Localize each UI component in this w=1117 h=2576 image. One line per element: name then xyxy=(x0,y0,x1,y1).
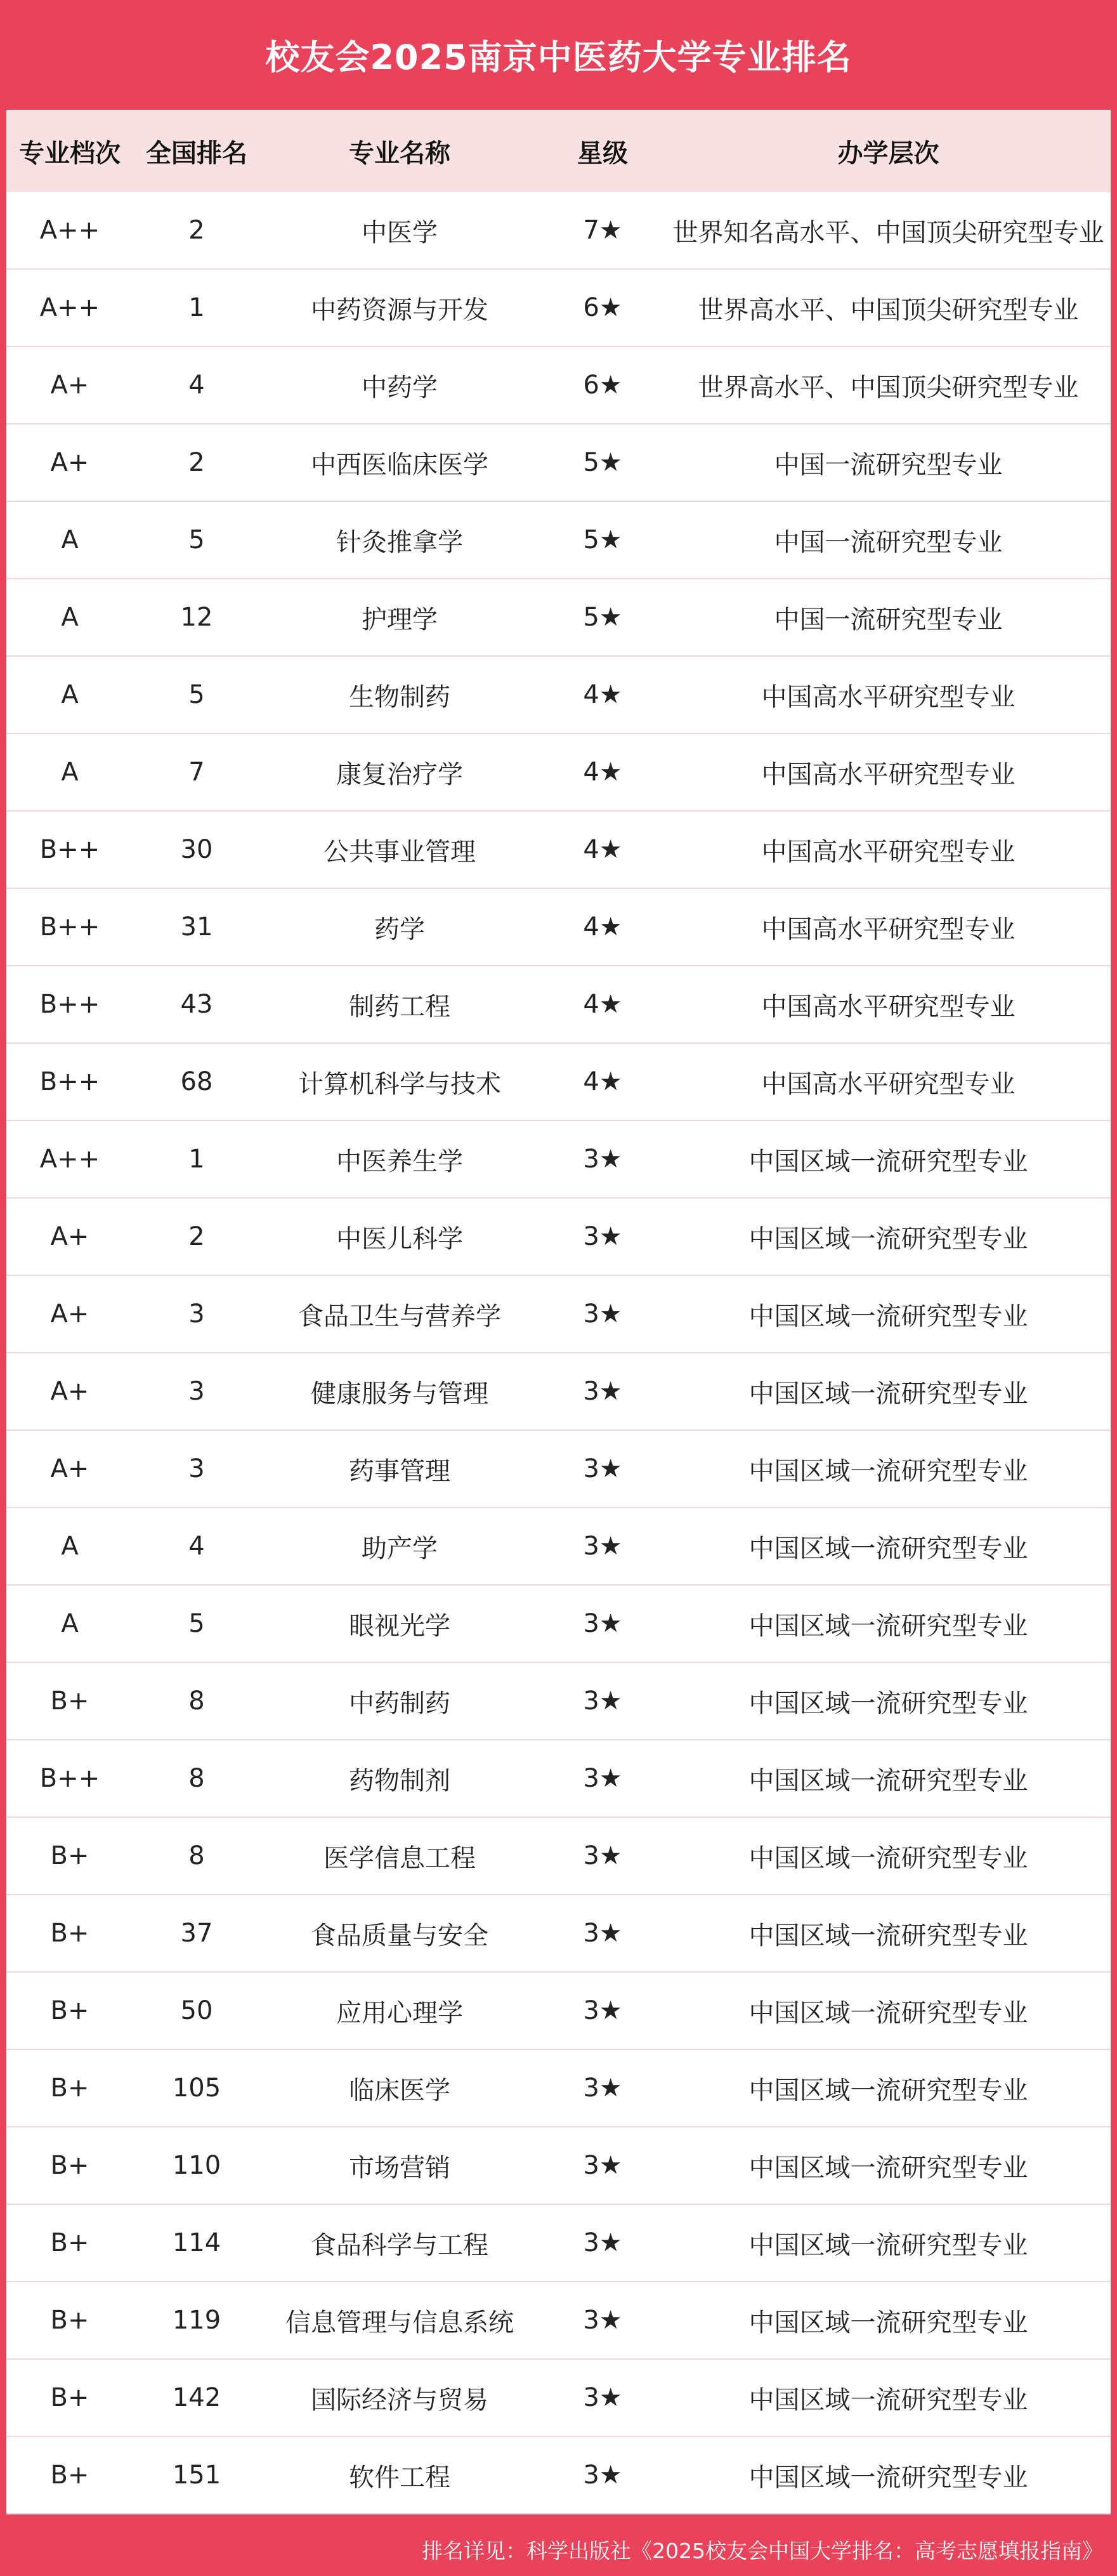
table-row xyxy=(6,1663,1111,1740)
column-header-tier: 专业档次 xyxy=(19,138,121,168)
rank-cell: 37 xyxy=(180,1919,213,1948)
tier-cell: B+ xyxy=(50,1686,89,1716)
tier-cell: B+ xyxy=(50,1996,89,2025)
table-row xyxy=(6,812,1111,889)
level-cell: 中国区域一流研究型专业 xyxy=(748,1534,1028,1563)
rank-cell: 3 xyxy=(188,1377,205,1406)
rank-cell: 7 xyxy=(188,758,205,787)
table-row xyxy=(6,2437,1111,2514)
stars-cell: 4★ xyxy=(583,1067,622,1096)
tier-cell: B+ xyxy=(50,2461,89,2490)
level-cell: 中国区域一流研究型专业 xyxy=(748,2075,1028,2105)
rank-cell: 142 xyxy=(172,2383,221,2412)
stars-cell: 3★ xyxy=(583,2383,622,2412)
major-name-cell: 健康服务与管理 xyxy=(311,1379,488,1409)
table-row xyxy=(6,1895,1111,1973)
rank-cell: 50 xyxy=(180,1996,213,2025)
rank-cell: 1 xyxy=(188,293,205,322)
tier-cell: A+ xyxy=(50,1454,89,1483)
level-cell: 中国区域一流研究型专业 xyxy=(748,1998,1028,2028)
stars-cell: 3★ xyxy=(583,1841,622,1870)
stars-cell: 4★ xyxy=(583,990,622,1019)
source-note: 排名详见：科学出版社《2025校友会中国大学排名：高考志愿填报指南》 xyxy=(422,2539,1103,2563)
major-name-cell: 公共事业管理 xyxy=(323,837,476,867)
rank-cell: 8 xyxy=(188,1686,205,1716)
major-name-cell: 中医儿科学 xyxy=(336,1224,463,1254)
level-cell: 中国区域一流研究型专业 xyxy=(748,2462,1028,2492)
level-cell: 中国区域一流研究型专业 xyxy=(748,2385,1028,2415)
level-cell: 中国高水平研究型专业 xyxy=(761,992,1016,1022)
column-header-level: 办学层次 xyxy=(837,138,939,168)
major-name-cell: 药学 xyxy=(374,914,425,944)
rank-cell: 2 xyxy=(188,448,205,477)
major-name-cell: 中西医临床医学 xyxy=(311,450,488,480)
stars-cell: 7★ xyxy=(583,216,622,245)
table-row xyxy=(6,1353,1111,1431)
tier-cell: B+ xyxy=(50,1919,89,1948)
major-name-cell: 临床医学 xyxy=(349,2075,450,2105)
rank-cell: 4 xyxy=(188,1532,205,1561)
tier-cell: A++ xyxy=(39,1145,100,1174)
major-name-cell: 康复治疗学 xyxy=(336,759,463,789)
table-row xyxy=(6,2360,1111,2437)
level-cell: 中国区域一流研究型专业 xyxy=(748,1611,1028,1641)
level-cell: 中国一流研究型专业 xyxy=(774,450,1003,480)
major-name-cell: 中药资源与开发 xyxy=(311,295,488,325)
column-header-major-name: 专业名称 xyxy=(349,138,450,168)
major-name-cell: 药事管理 xyxy=(349,1456,450,1486)
rank-cell: 31 xyxy=(180,912,213,942)
stars-cell: 4★ xyxy=(583,912,622,942)
major-name-cell: 针灸推拿学 xyxy=(336,527,463,557)
level-cell: 世界高水平、中国顶尖研究型专业 xyxy=(698,295,1079,325)
tier-cell: B+ xyxy=(50,2228,89,2257)
table-header xyxy=(6,110,1111,192)
major-name-cell: 软件工程 xyxy=(349,2462,450,2492)
level-cell: 中国区域一流研究型专业 xyxy=(748,2153,1028,2183)
major-name-cell: 助产学 xyxy=(362,1534,438,1563)
rank-cell: 105 xyxy=(172,2073,221,2103)
stars-cell: 5★ xyxy=(583,525,622,555)
table-row xyxy=(6,966,1111,1044)
level-cell: 中国区域一流研究型专业 xyxy=(748,1301,1028,1331)
level-cell: 中国区域一流研究型专业 xyxy=(748,1147,1028,1176)
table-row xyxy=(6,1121,1111,1199)
rank-cell: 43 xyxy=(180,990,213,1019)
rank-cell: 3 xyxy=(188,1454,205,1483)
rank-cell: 1 xyxy=(188,1145,205,1174)
tier-cell: A xyxy=(61,758,79,787)
rank-cell: 12 xyxy=(180,603,213,632)
stars-cell: 3★ xyxy=(583,1609,622,1638)
rank-cell: 4 xyxy=(188,371,205,400)
level-cell: 中国区域一流研究型专业 xyxy=(748,1224,1028,1254)
level-cell: 中国高水平研究型专业 xyxy=(761,682,1016,712)
tier-cell: B++ xyxy=(39,912,100,942)
table-row xyxy=(6,657,1111,734)
major-name-cell: 眼视光学 xyxy=(349,1611,450,1641)
tier-cell: A xyxy=(61,1609,79,1638)
stars-cell: 3★ xyxy=(583,1299,622,1329)
rank-cell: 30 xyxy=(180,835,213,864)
table-row xyxy=(6,1818,1111,1895)
level-cell: 世界高水平、中国顶尖研究型专业 xyxy=(698,372,1079,402)
tier-cell: B++ xyxy=(39,1764,100,1793)
stars-cell: 3★ xyxy=(583,1919,622,1948)
tier-cell: A xyxy=(61,1532,79,1561)
tier-cell: B++ xyxy=(39,835,100,864)
rank-cell: 2 xyxy=(188,1222,205,1251)
table-row xyxy=(6,1044,1111,1121)
table-row xyxy=(6,192,1111,270)
level-cell: 中国高水平研究型专业 xyxy=(761,837,1016,867)
table-row xyxy=(6,424,1111,502)
tier-cell: B+ xyxy=(50,2383,89,2412)
major-name-cell: 食品质量与安全 xyxy=(311,1921,488,1950)
level-cell: 中国区域一流研究型专业 xyxy=(748,2230,1028,2260)
level-cell: 中国高水平研究型专业 xyxy=(761,1069,1016,1099)
tier-cell: A+ xyxy=(50,1222,89,1251)
tier-cell: A+ xyxy=(50,448,89,477)
tier-cell: B+ xyxy=(50,2073,89,2103)
stars-cell: 3★ xyxy=(583,1686,622,1716)
stars-cell: 3★ xyxy=(583,1764,622,1793)
ranking-table xyxy=(6,110,1111,2514)
rank-cell: 68 xyxy=(180,1067,213,1096)
table-row xyxy=(6,1973,1111,2050)
major-name-cell: 制药工程 xyxy=(349,992,450,1022)
tier-cell: A+ xyxy=(50,1377,89,1406)
stars-cell: 5★ xyxy=(583,603,622,632)
level-cell: 中国区域一流研究型专业 xyxy=(748,1843,1028,1873)
rank-cell: 8 xyxy=(188,1841,205,1870)
level-cell: 中国区域一流研究型专业 xyxy=(748,2308,1028,2337)
rank-cell: 8 xyxy=(188,1764,205,1793)
rank-cell: 110 xyxy=(172,2151,221,2180)
table-row xyxy=(6,1740,1111,1818)
major-name-cell: 食品科学与工程 xyxy=(311,2230,488,2260)
table-body xyxy=(6,192,1111,2514)
tier-cell: A xyxy=(61,603,79,632)
tier-cell: B++ xyxy=(39,990,100,1019)
rank-cell: 5 xyxy=(188,680,205,709)
major-name-cell: 护理学 xyxy=(362,605,438,634)
major-name-cell: 中医养生学 xyxy=(336,1147,463,1176)
level-cell: 中国一流研究型专业 xyxy=(774,527,1003,557)
table-row xyxy=(6,2127,1111,2205)
level-cell: 中国高水平研究型专业 xyxy=(761,914,1016,944)
rank-cell: 2 xyxy=(188,216,205,245)
stars-cell: 3★ xyxy=(583,1222,622,1251)
major-name-cell: 中药学 xyxy=(362,372,438,402)
stars-cell: 5★ xyxy=(583,448,622,477)
stars-cell: 3★ xyxy=(583,1532,622,1561)
major-name-cell: 食品卫生与营养学 xyxy=(298,1301,501,1331)
tier-cell: A++ xyxy=(39,293,100,322)
level-cell: 中国区域一流研究型专业 xyxy=(748,1379,1028,1409)
stars-cell: 3★ xyxy=(583,2306,622,2335)
table-row xyxy=(6,1586,1111,1663)
tier-cell: B+ xyxy=(50,2306,89,2335)
major-name-cell: 中药制药 xyxy=(349,1688,450,1718)
table-row xyxy=(6,1508,1111,1586)
stars-cell: 4★ xyxy=(583,758,622,787)
major-name-cell: 信息管理与信息系统 xyxy=(285,2308,514,2337)
level-cell: 中国区域一流研究型专业 xyxy=(748,1766,1028,1796)
table-row xyxy=(6,889,1111,966)
rank-cell: 151 xyxy=(172,2461,221,2490)
stars-cell: 3★ xyxy=(583,2151,622,2180)
table-row xyxy=(6,2050,1111,2127)
rank-cell: 5 xyxy=(188,1609,205,1638)
table-row xyxy=(6,1431,1111,1508)
level-cell: 中国区域一流研究型专业 xyxy=(748,1688,1028,1718)
major-name-cell: 计算机科学与技术 xyxy=(298,1069,501,1099)
table-row xyxy=(6,2205,1111,2282)
level-cell: 中国一流研究型专业 xyxy=(774,605,1003,634)
column-header-national-rank: 全国排名 xyxy=(146,138,247,168)
table-row xyxy=(6,270,1111,347)
rank-cell: 114 xyxy=(172,2228,221,2257)
table-row xyxy=(6,734,1111,812)
table-row xyxy=(6,1199,1111,1276)
stars-cell: 3★ xyxy=(583,2073,622,2103)
stars-cell: 6★ xyxy=(583,293,622,322)
table-row xyxy=(6,347,1111,424)
tier-cell: B++ xyxy=(39,1067,100,1096)
table-row xyxy=(6,579,1111,657)
stars-cell: 3★ xyxy=(583,1377,622,1406)
stars-cell: 4★ xyxy=(583,680,622,709)
stars-cell: 3★ xyxy=(583,1145,622,1174)
major-name-cell: 应用心理学 xyxy=(336,1998,463,2028)
tier-cell: B+ xyxy=(50,2151,89,2180)
stars-cell: 3★ xyxy=(583,2461,622,2490)
stars-cell: 3★ xyxy=(583,1454,622,1483)
level-cell: 中国区域一流研究型专业 xyxy=(748,1921,1028,1950)
major-name-cell: 医学信息工程 xyxy=(323,1843,476,1873)
tier-cell: A xyxy=(61,680,79,709)
page-title: 校友会2025南京中医药大学专业排名 xyxy=(265,37,852,77)
tier-cell: A++ xyxy=(39,216,100,245)
table-row xyxy=(6,2282,1111,2360)
level-cell: 世界知名高水平、中国顶尖研究型专业 xyxy=(672,218,1104,247)
tier-cell: A+ xyxy=(50,371,89,400)
major-name-cell: 市场营销 xyxy=(349,2153,450,2183)
level-cell: 中国高水平研究型专业 xyxy=(761,759,1016,789)
major-name-cell: 生物制药 xyxy=(349,682,450,712)
tier-cell: B+ xyxy=(50,1841,89,1870)
level-cell: 中国区域一流研究型专业 xyxy=(748,1456,1028,1486)
major-name-cell: 药物制剂 xyxy=(349,1766,450,1796)
major-name-cell: 中医学 xyxy=(362,218,438,247)
table-row xyxy=(6,1276,1111,1353)
rank-cell: 119 xyxy=(172,2306,221,2335)
stars-cell: 3★ xyxy=(583,2228,622,2257)
rank-cell: 5 xyxy=(188,525,205,555)
major-name-cell: 国际经济与贸易 xyxy=(311,2385,488,2415)
stars-cell: 6★ xyxy=(583,371,622,400)
stars-cell: 4★ xyxy=(583,835,622,864)
table-row xyxy=(6,502,1111,579)
tier-cell: A+ xyxy=(50,1299,89,1329)
tier-cell: A xyxy=(61,525,79,555)
column-header-stars: 星级 xyxy=(577,138,628,168)
stars-cell: 3★ xyxy=(583,1996,622,2025)
rank-cell: 3 xyxy=(188,1299,205,1329)
